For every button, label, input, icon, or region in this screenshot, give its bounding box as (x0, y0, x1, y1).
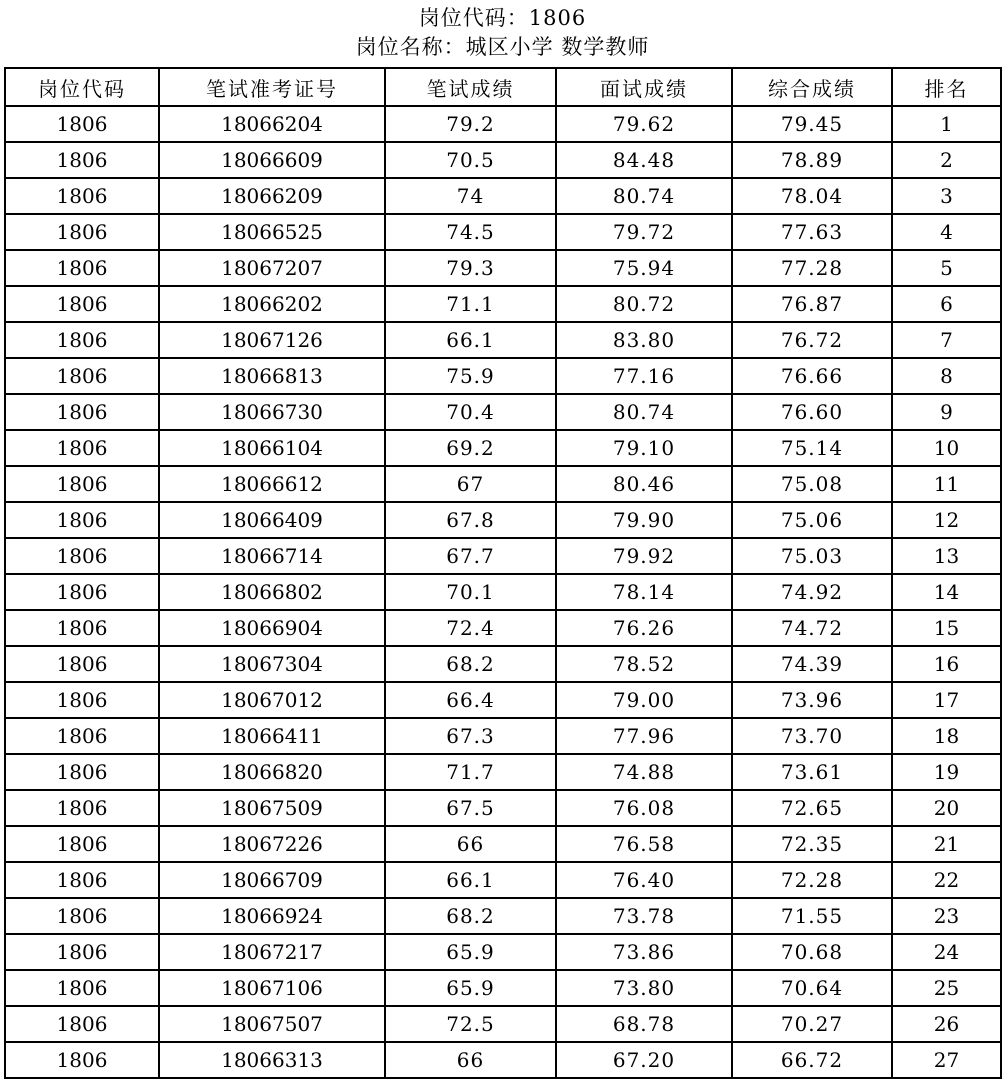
cell-rank: 24 (892, 934, 1001, 970)
cell-exam-id: 18067207 (159, 250, 385, 286)
cell-interview-score: 79.10 (556, 430, 732, 466)
cell-exam-id: 18067217 (159, 934, 385, 970)
cell-exam-id: 18066411 (159, 718, 385, 754)
table-row (5, 646, 1001, 682)
table-body (5, 106, 1001, 1078)
cell-position-code: 1806 (5, 106, 159, 142)
cell-position-code: 1806 (5, 538, 159, 574)
cell-rank: 22 (892, 862, 1001, 898)
cell-total-score: 72.28 (732, 862, 892, 898)
cell-exam-id: 18066209 (159, 178, 385, 214)
cell-interview-score: 76.58 (556, 826, 732, 862)
cell-total-score: 77.28 (732, 250, 892, 286)
table-row (5, 322, 1001, 358)
cell-rank: 27 (892, 1042, 1001, 1078)
column-header-total-score: 综合成绩 (732, 68, 892, 106)
cell-rank: 26 (892, 1006, 1001, 1042)
cell-interview-score: 84.48 (556, 142, 732, 178)
cell-position-code: 1806 (5, 214, 159, 250)
cell-position-code: 1806 (5, 358, 159, 394)
cell-total-score: 75.06 (732, 502, 892, 538)
cell-total-score: 75.08 (732, 466, 892, 502)
cell-written-score: 74.5 (385, 214, 556, 250)
cell-position-code: 1806 (5, 646, 159, 682)
cell-exam-id: 18066313 (159, 1042, 385, 1078)
cell-interview-score: 80.74 (556, 394, 732, 430)
cell-position-code: 1806 (5, 178, 159, 214)
cell-interview-score: 73.78 (556, 898, 732, 934)
cell-interview-score: 79.72 (556, 214, 732, 250)
cell-written-score: 79.3 (385, 250, 556, 286)
cell-rank: 25 (892, 970, 1001, 1006)
cell-rank: 12 (892, 502, 1001, 538)
column-header-written-score: 笔试成绩 (385, 68, 556, 106)
cell-position-code: 1806 (5, 898, 159, 934)
cell-interview-score: 75.94 (556, 250, 732, 286)
cell-total-score: 73.70 (732, 718, 892, 754)
cell-interview-score: 76.40 (556, 862, 732, 898)
table-row (5, 106, 1001, 142)
cell-position-code: 1806 (5, 322, 159, 358)
position-name-title: 岗位名称：城区小学 数学教师 (355, 35, 650, 59)
cell-position-code: 1806 (5, 970, 159, 1006)
cell-rank: 8 (892, 358, 1001, 394)
cell-rank: 6 (892, 286, 1001, 322)
cell-exam-id: 18066924 (159, 898, 385, 934)
table-row (5, 970, 1001, 1006)
cell-position-code: 1806 (5, 610, 159, 646)
cell-rank: 3 (892, 178, 1001, 214)
table-row (5, 142, 1001, 178)
column-header-exam-id: 笔试准考证号 (159, 68, 385, 106)
table-row (5, 178, 1001, 214)
cell-total-score: 74.39 (732, 646, 892, 682)
cell-written-score: 67.5 (385, 790, 556, 826)
table-row (5, 682, 1001, 718)
cell-total-score: 76.72 (732, 322, 892, 358)
cell-position-code: 1806 (5, 682, 159, 718)
cell-position-code: 1806 (5, 1006, 159, 1042)
cell-written-score: 66.1 (385, 862, 556, 898)
cell-position-code: 1806 (5, 142, 159, 178)
table-row (5, 826, 1001, 862)
column-header-interview-score: 面试成绩 (556, 68, 732, 106)
table-row (5, 466, 1001, 502)
table-row (5, 610, 1001, 646)
cell-total-score: 72.65 (732, 790, 892, 826)
cell-total-score: 78.89 (732, 142, 892, 178)
table-row (5, 718, 1001, 754)
cell-rank: 21 (892, 826, 1001, 862)
cell-interview-score: 73.86 (556, 934, 732, 970)
table-row (5, 394, 1001, 430)
cell-interview-score: 83.80 (556, 322, 732, 358)
cell-interview-score: 73.80 (556, 970, 732, 1006)
cell-written-score: 72.5 (385, 1006, 556, 1042)
cell-written-score: 75.9 (385, 358, 556, 394)
cell-total-score: 73.96 (732, 682, 892, 718)
cell-total-score: 74.72 (732, 610, 892, 646)
cell-interview-score: 79.62 (556, 106, 732, 142)
table-row (5, 538, 1001, 574)
cell-total-score: 72.35 (732, 826, 892, 862)
cell-position-code: 1806 (5, 502, 159, 538)
cell-written-score: 71.7 (385, 754, 556, 790)
cell-total-score: 70.27 (732, 1006, 892, 1042)
cell-exam-id: 18067304 (159, 646, 385, 682)
cell-written-score: 65.9 (385, 934, 556, 970)
cell-total-score: 79.45 (732, 106, 892, 142)
cell-interview-score: 67.20 (556, 1042, 732, 1078)
cell-written-score: 71.1 (385, 286, 556, 322)
cell-interview-score: 80.46 (556, 466, 732, 502)
cell-total-score: 70.68 (732, 934, 892, 970)
cell-written-score: 65.9 (385, 970, 556, 1006)
cell-interview-score: 77.96 (556, 718, 732, 754)
cell-total-score: 76.60 (732, 394, 892, 430)
cell-rank: 2 (892, 142, 1001, 178)
cell-exam-id: 18066813 (159, 358, 385, 394)
page-header (0, 4, 1005, 62)
cell-rank: 11 (892, 466, 1001, 502)
cell-interview-score: 79.00 (556, 682, 732, 718)
cell-position-code: 1806 (5, 574, 159, 610)
cell-written-score: 66 (385, 826, 556, 862)
table-row (5, 214, 1001, 250)
cell-rank: 16 (892, 646, 1001, 682)
cell-position-code: 1806 (5, 466, 159, 502)
cell-rank: 23 (892, 898, 1001, 934)
cell-written-score: 68.2 (385, 898, 556, 934)
cell-position-code: 1806 (5, 754, 159, 790)
cell-interview-score: 80.72 (556, 286, 732, 322)
cell-total-score: 66.72 (732, 1042, 892, 1078)
table-row (5, 574, 1001, 610)
cell-exam-id: 18066409 (159, 502, 385, 538)
cell-exam-id: 18066802 (159, 574, 385, 610)
cell-interview-score: 80.74 (556, 178, 732, 214)
table-row (5, 790, 1001, 826)
cell-position-code: 1806 (5, 430, 159, 466)
scores-table (4, 67, 1002, 1079)
cell-total-score: 70.64 (732, 970, 892, 1006)
cell-position-code: 1806 (5, 394, 159, 430)
cell-written-score: 68.2 (385, 646, 556, 682)
cell-exam-id: 18067509 (159, 790, 385, 826)
cell-total-score: 76.66 (732, 358, 892, 394)
cell-rank: 17 (892, 682, 1001, 718)
cell-total-score: 77.63 (732, 214, 892, 250)
cell-interview-score: 79.92 (556, 538, 732, 574)
table-row (5, 898, 1001, 934)
cell-exam-id: 18066904 (159, 610, 385, 646)
cell-interview-score: 79.90 (556, 502, 732, 538)
cell-rank: 13 (892, 538, 1001, 574)
position-code-title: 岗位代码：1806 (418, 6, 587, 30)
cell-exam-id: 18066609 (159, 142, 385, 178)
table-row (5, 250, 1001, 286)
cell-total-score: 75.03 (732, 538, 892, 574)
cell-interview-score: 77.16 (556, 358, 732, 394)
table-row (5, 934, 1001, 970)
header-row (5, 68, 1001, 106)
cell-position-code: 1806 (5, 790, 159, 826)
cell-position-code: 1806 (5, 286, 159, 322)
cell-interview-score: 78.14 (556, 574, 732, 610)
cell-exam-id: 18067507 (159, 1006, 385, 1042)
cell-rank: 5 (892, 250, 1001, 286)
table-row (5, 502, 1001, 538)
table-row (5, 754, 1001, 790)
table-row (5, 430, 1001, 466)
cell-exam-id: 18066202 (159, 286, 385, 322)
table-row (5, 1006, 1001, 1042)
cell-total-score: 73.61 (732, 754, 892, 790)
cell-rank: 14 (892, 574, 1001, 610)
cell-rank: 19 (892, 754, 1001, 790)
cell-position-code: 1806 (5, 826, 159, 862)
cell-total-score: 74.92 (732, 574, 892, 610)
cell-interview-score: 76.08 (556, 790, 732, 826)
cell-written-score: 69.2 (385, 430, 556, 466)
cell-position-code: 1806 (5, 862, 159, 898)
cell-interview-score: 68.78 (556, 1006, 732, 1042)
cell-written-score: 67.7 (385, 538, 556, 574)
cell-written-score: 66.4 (385, 682, 556, 718)
cell-exam-id: 18066709 (159, 862, 385, 898)
cell-written-score: 79.2 (385, 106, 556, 142)
cell-exam-id: 18066714 (159, 538, 385, 574)
cell-total-score: 76.87 (732, 286, 892, 322)
table-header (5, 68, 1001, 106)
cell-written-score: 70.5 (385, 142, 556, 178)
cell-rank: 10 (892, 430, 1001, 466)
cell-written-score: 67 (385, 466, 556, 502)
cell-exam-id: 18067126 (159, 322, 385, 358)
cell-exam-id: 18066612 (159, 466, 385, 502)
cell-total-score: 71.55 (732, 898, 892, 934)
cell-written-score: 66.1 (385, 322, 556, 358)
table-row (5, 1042, 1001, 1078)
cell-total-score: 78.04 (732, 178, 892, 214)
cell-exam-id: 18066730 (159, 394, 385, 430)
cell-position-code: 1806 (5, 934, 159, 970)
cell-written-score: 74 (385, 178, 556, 214)
table-row (5, 358, 1001, 394)
cell-exam-id: 18066820 (159, 754, 385, 790)
cell-written-score: 67.3 (385, 718, 556, 754)
cell-exam-id: 18067106 (159, 970, 385, 1006)
cell-written-score: 70.1 (385, 574, 556, 610)
cell-interview-score: 74.88 (556, 754, 732, 790)
cell-rank: 9 (892, 394, 1001, 430)
cell-written-score: 67.8 (385, 502, 556, 538)
cell-rank: 18 (892, 718, 1001, 754)
cell-position-code: 1806 (5, 1042, 159, 1078)
cell-exam-id: 18066104 (159, 430, 385, 466)
cell-rank: 7 (892, 322, 1001, 358)
cell-rank: 20 (892, 790, 1001, 826)
cell-rank: 1 (892, 106, 1001, 142)
cell-rank: 4 (892, 214, 1001, 250)
cell-total-score: 75.14 (732, 430, 892, 466)
cell-written-score: 70.4 (385, 394, 556, 430)
cell-exam-id: 18066525 (159, 214, 385, 250)
cell-position-code: 1806 (5, 250, 159, 286)
table-row (5, 286, 1001, 322)
cell-interview-score: 76.26 (556, 610, 732, 646)
cell-exam-id: 18067012 (159, 682, 385, 718)
table-row (5, 862, 1001, 898)
cell-exam-id: 18067226 (159, 826, 385, 862)
column-header-position-code: 岗位代码 (5, 68, 159, 106)
cell-position-code: 1806 (5, 718, 159, 754)
cell-written-score: 66 (385, 1042, 556, 1078)
cell-interview-score: 78.52 (556, 646, 732, 682)
cell-exam-id: 18066204 (159, 106, 385, 142)
cell-rank: 15 (892, 610, 1001, 646)
cell-written-score: 72.4 (385, 610, 556, 646)
column-header-rank: 排名 (892, 68, 1001, 106)
